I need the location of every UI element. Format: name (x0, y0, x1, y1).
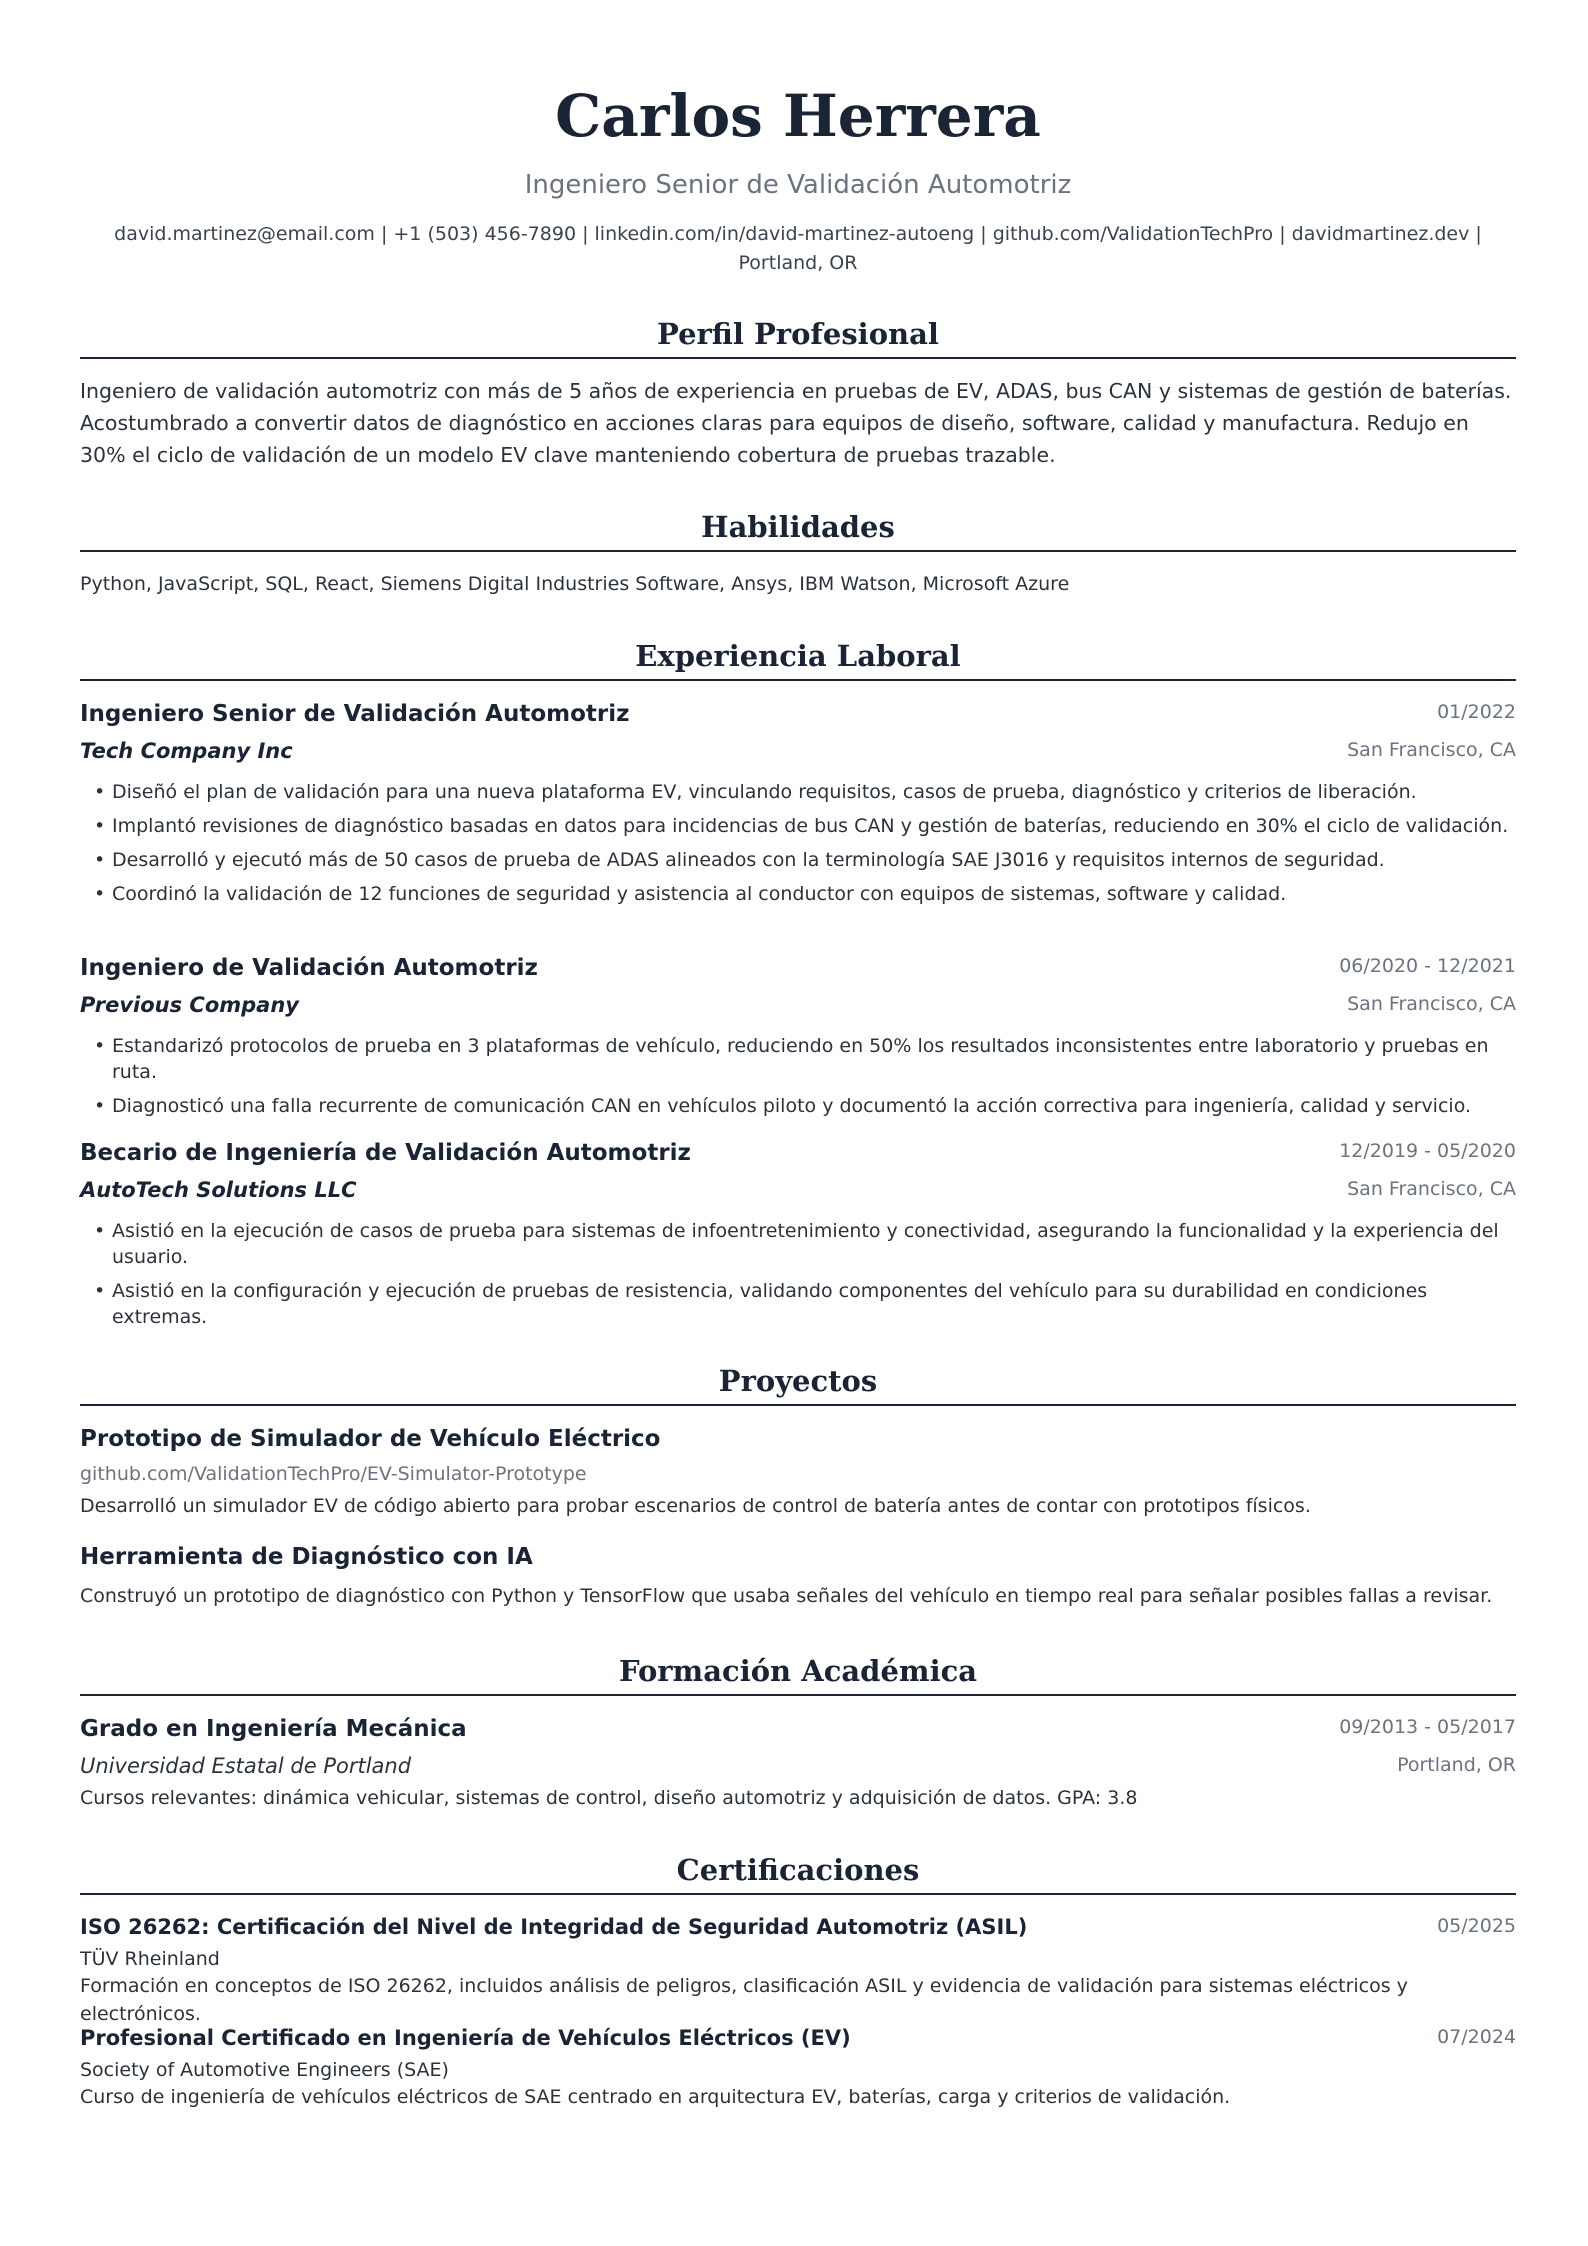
section-heading-certifications: Certificaciones (676, 1853, 920, 1887)
job-title: Ingeniero de Validación Automotriz (80, 955, 538, 981)
degree-title: Grado en Ingeniería Mecánica (80, 1716, 467, 1742)
skills-list: Python, JavaScript, SQL, React, Siemens Digital Industries Software, Ansys, IBM Watson, Microsoft Azure (80, 573, 1070, 595)
school-name: Universidad Estatal de Portland (80, 1754, 412, 1778)
section-divider (80, 1404, 1516, 1406)
section-heading-profile: Perfil Profesional (657, 317, 939, 351)
profile-summary: Ingeniero de validación automotriz con más de 5 años de experiencia en pruebas de EV, ADAS, bus CAN y sistemas de gestión de baterías. Acostumbrado a convertir datos de diagnóstico en acciones claras para equipos de diseño, software, calidad y manufactura. Redujo en 30% el ciclo de validación de un modelo EV clave manteniendo cobertura de pruebas trazable. (80, 379, 1512, 467)
list-item: • Desarrolló y ejecutó más de 50 casos de prueba de ADAS alineados con la terminología SAE J3016 y requisitos internos de seguridad. (80, 847, 1516, 873)
certification-date: 07/2024 (1437, 2026, 1516, 2048)
section-divider (80, 1694, 1516, 1696)
job-dates: 12/2019 - 05/2020 (1339, 1140, 1516, 1162)
certification-issuer: TÜV Rheinland (80, 1948, 220, 1970)
certification-title: ISO 26262: Certificación del Nivel de Integridad de Seguridad Automotriz (ASIL) (80, 1915, 1028, 1939)
job-company: Previous Company (80, 993, 299, 1017)
project-title: Herramienta de Diagnóstico con IA (80, 1544, 533, 1570)
job-location: San Francisco, CA (1347, 993, 1516, 1015)
list-item: • Diagnosticó una falla recurrente de comunicación CAN en vehículos piloto y documentó la acción correctiva para ingeniería, calidad y servicio. (80, 1093, 1516, 1119)
project-link[interactable]: github.com/ValidationTechPro/EV-Simulator-Prototype (80, 1463, 587, 1485)
job-title: Ingeniero Senior de Validación Automotriz (80, 701, 630, 727)
section-heading-education: Formación Académica (618, 1654, 978, 1688)
section-heading-projects: Proyectos (718, 1364, 878, 1398)
job-company: AutoTech Solutions LLC (80, 1178, 357, 1202)
contact-info (80, 220, 1516, 278)
list-item: • Asistió en la ejecución de casos de prueba para sistemas de infoentretenimiento y conectividad, asegurando la funcionalidad y la experiencia del usuario. (80, 1218, 1516, 1270)
certification-description: Curso de ingeniería de vehículos eléctricos de SAE centrado en arquitectura EV, baterías, carga y criterios de validación. (80, 2086, 1231, 2108)
list-item: • Asistió en la configuración y ejecución de pruebas de resistencia, validando componentes del vehículo para su durabilidad en condiciones extremas. (80, 1278, 1516, 1330)
candidate-name: Carlos Herrera (555, 82, 1041, 150)
section-divider (80, 357, 1516, 359)
project-title: Prototipo de Simulador de Vehículo Eléctrico (80, 1426, 661, 1452)
certification-description: Formación en conceptos de ISO 26262, incluidos análisis de peligros, clasificación ASIL y evidencia de validación para sistemas eléctricos y electrónicos. (80, 1975, 1408, 2025)
certification-title: Profesional Certificado en Ingeniería de Vehículos Eléctricos (EV) (80, 2026, 851, 2050)
candidate-title: Ingeniero Senior de Validación Automotriz (524, 170, 1072, 200)
job-title: Becario de Ingeniería de Validación Automotriz (80, 1140, 691, 1166)
certification-date: 05/2025 (1437, 1915, 1516, 1937)
job-location: San Francisco, CA (1347, 1178, 1516, 1200)
job-location: San Francisco, CA (1347, 739, 1516, 761)
job-bullets (80, 1218, 1516, 1338)
job-dates: 01/2022 (1437, 701, 1516, 723)
job-company: Tech Company Inc (80, 739, 293, 763)
job-bullets (80, 779, 1516, 915)
list-item: • Implantó revisiones de diagnóstico basadas en datos para incidencias de bus CAN y gestión de baterías, reduciendo en 30% el ciclo de validación. (80, 813, 1516, 839)
job-bullets (80, 1033, 1516, 1127)
school-location: Portland, OR (1397, 1754, 1516, 1776)
list-item: • Coordinó la validación de 12 funciones de seguridad y asistencia al conductor con equipos de sistemas, software y calidad. (80, 881, 1516, 907)
section-divider (80, 679, 1516, 681)
education-details: Cursos relevantes: dinámica vehicular, sistemas de control, diseño automotriz y adquisición de datos. GPA: 3.8 (80, 1787, 1138, 1809)
education-dates: 09/2013 - 05/2017 (1339, 1716, 1516, 1738)
project-description: Construyó un prototipo de diagnóstico con Python y TensorFlow que usaba señales del vehículo en tiempo real para señalar posibles fallas a revisar. (80, 1585, 1493, 1607)
list-item: • Diseñó el plan de validación para una nueva plataforma EV, vinculando requisitos, casos de prueba, diagnóstico y criterios de liberación. (80, 779, 1516, 805)
section-heading-experience: Experiencia Laboral (635, 639, 961, 673)
certification-issuer: Society of Automotive Engineers (SAE) (80, 2059, 449, 2081)
section-divider (80, 1893, 1516, 1895)
contact-location: Portland, OR (738, 252, 858, 274)
list-item: • Estandarizó protocolos de prueba en 3 plataformas de vehículo, reduciendo en 50% los resultados inconsistentes entre laboratorio y pruebas en ruta. (80, 1033, 1516, 1085)
project-description: Desarrolló un simulador EV de código abierto para probar escenarios de control de batería antes de contar con prototipos físicos. (80, 1495, 1311, 1517)
section-divider (80, 550, 1516, 552)
job-dates: 06/2020 - 12/2021 (1339, 955, 1516, 977)
section-heading-skills: Habilidades (701, 510, 895, 544)
contact-line: david.martinez@email.com | +1 (503) 456-7890 | linkedin.com/in/david-martinez-autoeng | github.com/ValidationTechPro | davidmartinez.dev | (114, 223, 1482, 245)
